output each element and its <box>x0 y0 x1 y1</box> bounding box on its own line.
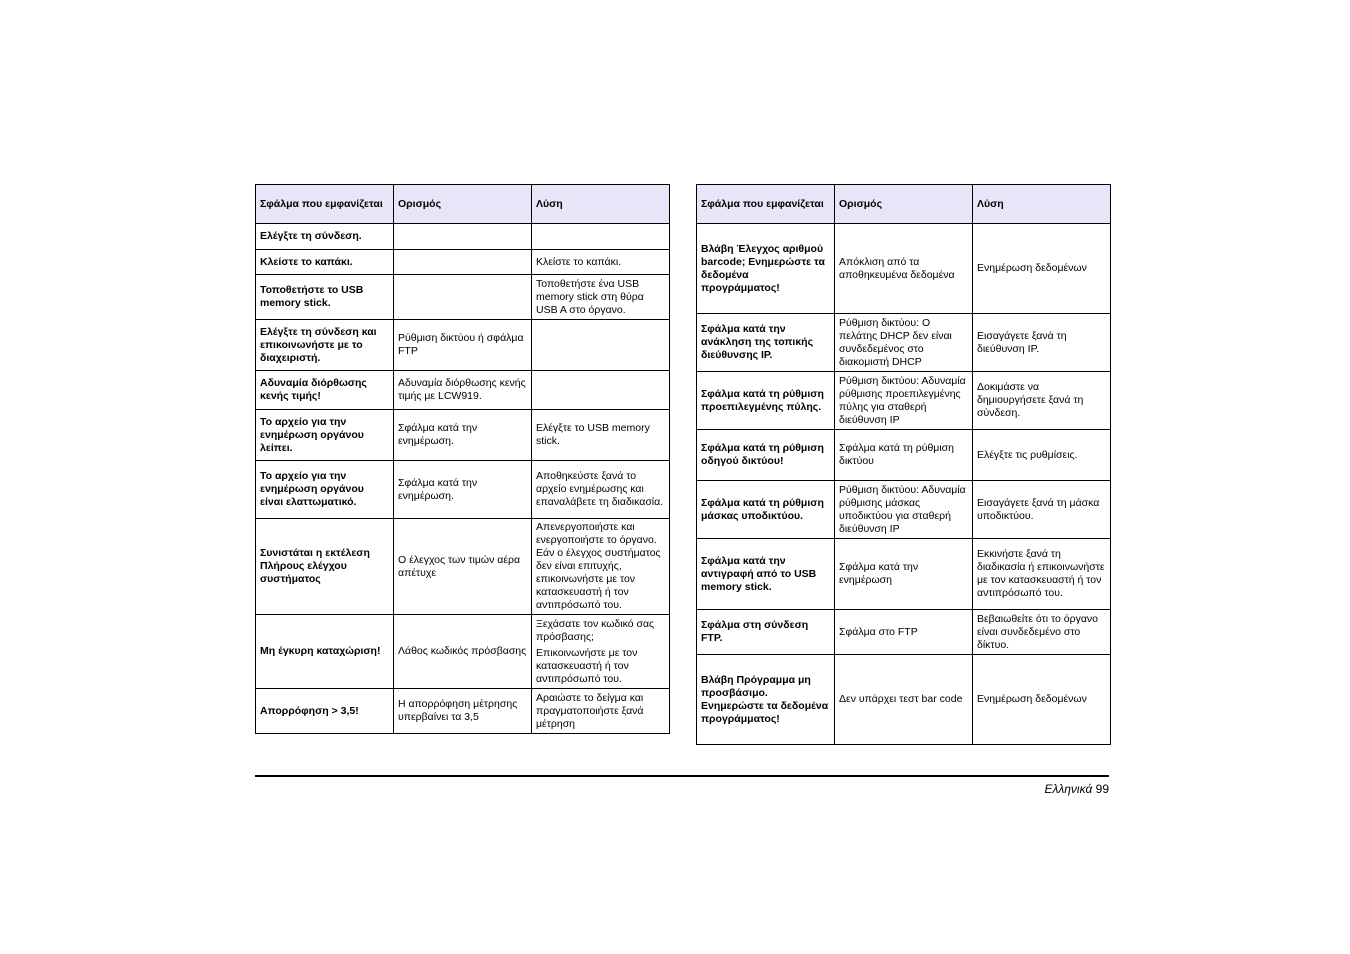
definition-cell: Σφάλμα κατά την ενημέρωση <box>835 539 973 610</box>
error-cell: Σφάλμα κατά την αντιγραφή από το USB memory stick. <box>697 539 835 610</box>
solution-cell: Ελέγξτε τις ρυθμίσεις. <box>973 430 1111 481</box>
table-row <box>256 275 670 320</box>
error-cell: Μη έγκυρη καταχώριση! <box>256 615 394 689</box>
footer-divider <box>255 775 1109 777</box>
table-row <box>256 371 670 410</box>
error-table-right <box>696 184 1111 745</box>
definition-cell <box>394 224 532 250</box>
solution-cell: Εισαγάγετε ξανά τη μάσκα υποδικτύου. <box>973 481 1111 539</box>
page-number: 99 <box>1095 782 1109 796</box>
solution-cell: Ενημέρωση δεδομένων <box>973 224 1111 314</box>
definition-cell: Ρύθμιση δικτύου ή σφάλμα FTP <box>394 320 532 371</box>
error-cell: Το αρχείο για την ενημέρωση οργάνου είναι ελαττωματικό. <box>256 461 394 519</box>
error-cell: Σφάλμα κατά τη ρύθμιση μάσκας υποδικτύου. <box>697 481 835 539</box>
solution-cell: Τοποθετήστε ένα USB memory stick στη θύρα USB A στο όργανο. <box>532 275 670 320</box>
solution-cell: Κλείστε το καπάκι. <box>532 250 670 275</box>
table-row <box>697 430 1111 481</box>
definition-cell <box>394 275 532 320</box>
solution-cell <box>532 371 670 410</box>
error-cell: Το αρχείο για την ενημέρωση οργάνου λείπει. <box>256 410 394 461</box>
solution-cell: Εισαγάγετε ξανά τη διεύθυνση IP. <box>973 314 1111 372</box>
header-error-shown: Σφάλμα που εμφανίζεται <box>697 185 835 224</box>
table-row <box>256 519 670 615</box>
definition-cell: Ρύθμιση δικτύου: Αδυναμία ρύθμισης μάσκας υποδικτύου για σταθερή διεύθυνση IP <box>835 481 973 539</box>
error-cell: Τοποθετήστε το USB memory stick. <box>256 275 394 320</box>
solution-cell: Αποθηκεύστε ξανά το αρχείο ενημέρωσης και επαναλάβετε τη διαδικασία. <box>532 461 670 519</box>
definition-cell: Λάθος κωδικός πρόσβασης <box>394 615 532 689</box>
solution-cell <box>532 224 670 250</box>
table-row <box>256 410 670 461</box>
solution-cell: Ενημέρωση δεδομένων <box>973 655 1111 745</box>
definition-cell: Αδυναμία διόρθωσης κενής τιμής με LCW919. <box>394 371 532 410</box>
header-definition: Ορισμός <box>835 185 973 224</box>
table-row <box>256 689 670 734</box>
error-cell: Ελέγξτε τη σύνδεση. <box>256 224 394 250</box>
solution-cell: Αραιώστε το δείγμα και πραγματοποιήστε ξανά μέτρηση <box>532 689 670 734</box>
error-cell: Αδυναμία διόρθωσης κενής τιμής! <box>256 371 394 410</box>
solution-cell: Εκκινήστε ξανά τη διαδικασία ή επικοινωνήστε με τον κατασκευαστή ή τον αντιπρόσωπό του. <box>973 539 1111 610</box>
header-solution: Λύση <box>973 185 1111 224</box>
solution-cell: Ελέγξτε το USB memory stick. <box>532 410 670 461</box>
solution-paragraph: Ξεχάσατε τον κωδικό σας πρόσβασης; <box>536 617 655 643</box>
page-footer <box>1044 782 1109 796</box>
table-row <box>256 461 670 519</box>
solution-cell: Δοκιμάστε να δημιουργήσετε ξανά τη σύνδεση. <box>973 372 1111 430</box>
definition-cell: Ρύθμιση δικτύου: Αδυναμία ρύθμισης προεπιλεγμένης πύλης για σταθερή διεύθυνση IP <box>835 372 973 430</box>
definition-cell: Απόκλιση από τα αποθηκευμένα δεδομένα <box>835 224 973 314</box>
table-row <box>256 615 670 689</box>
error-cell: Σφάλμα κατά τη ρύθμιση οδηγού δικτύου! <box>697 430 835 481</box>
definition-cell: Σφάλμα κατά την ενημέρωση. <box>394 461 532 519</box>
error-cell: Ελέγξτε τη σύνδεση και επικοινωνήστε με το διαχειριστή. <box>256 320 394 371</box>
solution-cell: Βεβαιωθείτε ότι το όργανο είναι συνδεδεμένο στο δίκτυο. <box>973 610 1111 655</box>
definition-cell: Σφάλμα στο FTP <box>835 610 973 655</box>
table-row <box>697 372 1111 430</box>
error-table-left <box>255 184 670 734</box>
table-row <box>697 655 1111 745</box>
error-cell: Βλάβη Πρόγραμμα μη προσβάσιμο. Ενημερώστε τα δεδομένα προγράμματος! <box>697 655 835 745</box>
table-row <box>697 314 1111 372</box>
definition-cell: Η απορρόφηση μέτρησης υπερβαίνει τα 3,5 <box>394 689 532 734</box>
definition-cell: Σφάλμα κατά την ενημέρωση. <box>394 410 532 461</box>
header-error-shown: Σφάλμα που εμφανίζεται <box>256 185 394 224</box>
header-definition: Ορισμός <box>394 185 532 224</box>
table-row <box>697 481 1111 539</box>
table-header-row <box>697 185 1111 224</box>
solution-paragraph: Επικοινωνήστε με τον κατασκευαστή ή τον αντιπρόσωπό του. <box>536 646 638 685</box>
solution-cell: Απενεργοποιήστε και ενεργοποιήστε το όργανο. Εάν ο έλεγχος συστήματος δεν είναι επιτυχής, επικοινωνήστε με τον κατασκευαστή ή τον αντιπρόσωπό του. <box>532 519 670 615</box>
table-row <box>256 320 670 371</box>
error-cell: Συνιστάται η εκτέλεση Πλήρους ελέγχου συστήματος <box>256 519 394 615</box>
solution-cell <box>532 615 670 689</box>
error-cell: Σφάλμα κατά τη ρύθμιση προεπιλεγμένης πύλης. <box>697 372 835 430</box>
definition-cell: Ο έλεγχος των τιμών αέρα απέτυχε <box>394 519 532 615</box>
error-cell: Βλάβη Έλεγχος αριθμού barcode; Ενημερώστε τα δεδομένα προγράμματος! <box>697 224 835 314</box>
table-row <box>697 610 1111 655</box>
solution-cell <box>532 320 670 371</box>
table-header-row <box>256 185 670 224</box>
error-cell: Απορρόφηση > 3,5! <box>256 689 394 734</box>
footer-language: Ελληνικά <box>1044 782 1093 796</box>
table-row <box>256 250 670 275</box>
error-cell: Σφάλμα στη σύνδεση FTP. <box>697 610 835 655</box>
definition-cell: Σφάλμα κατά τη ρύθμιση δικτύου <box>835 430 973 481</box>
table-row <box>256 224 670 250</box>
error-cell: Κλείστε το καπάκι. <box>256 250 394 275</box>
definition-cell: Ρύθμιση δικτύου: Ο πελάτης DHCP δεν είναι συνδεδεμένος στο διακομιστή DHCP <box>835 314 973 372</box>
table-row <box>697 224 1111 314</box>
error-cell: Σφάλμα κατά την ανάκληση της τοπικής διεύθυνσης IP. <box>697 314 835 372</box>
definition-cell: Δεν υπάρχει τεστ bar code <box>835 655 973 745</box>
table-row <box>697 539 1111 610</box>
definition-cell <box>394 250 532 275</box>
header-solution: Λύση <box>532 185 670 224</box>
